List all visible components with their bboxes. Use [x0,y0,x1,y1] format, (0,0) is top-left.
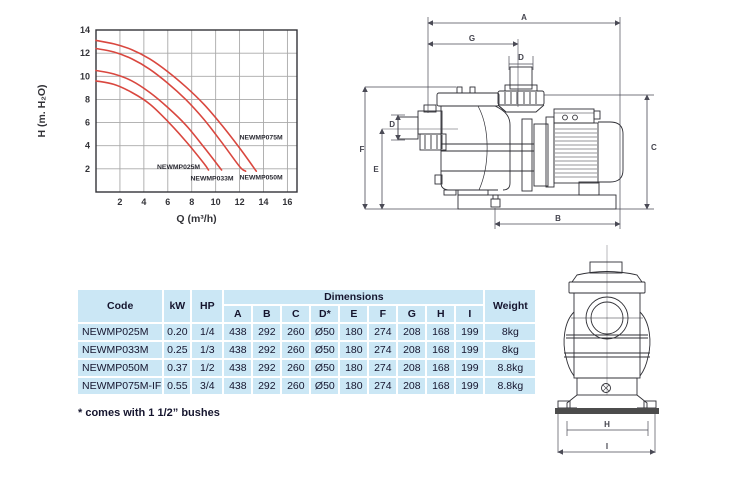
cell-pump-code: NEWMP075M-IF [78,378,162,394]
table-row [78,360,535,376]
table-cell: 1/4 [192,324,222,340]
table-cell: 199 [456,342,483,358]
col-header-dim-g: G [398,306,425,322]
curve-label: NEWMP050M [239,174,283,182]
col-header-dim-c: C [282,306,309,322]
spec-table-body [78,324,535,394]
cell-pump-code: NEWMP025M [78,324,162,340]
x-tick-label: 2 [117,197,123,207]
motor-fins [555,129,597,177]
col-header-dim-a: A [224,306,251,322]
dim-label-f: F [359,145,365,154]
x-tick-label: 14 [258,197,269,207]
table-cell: 0.25 [164,342,190,358]
table-cell: 274 [369,360,396,376]
x-tick-label: 16 [282,197,293,207]
table-cell: Ø50 [311,360,338,376]
table-cell: 8.8kg [485,378,535,394]
x-tick-label: 10 [210,197,221,207]
table-row [78,342,535,358]
table-cell: 199 [456,360,483,376]
table-cell: 208 [398,324,425,340]
spec-table [76,288,537,396]
dim-label-d-top: D [518,53,524,62]
y-tick-label: 8 [84,94,90,105]
table-cell: 274 [369,324,396,340]
y-tick-label: 12 [79,48,90,59]
front-view-dim-labels [604,420,610,451]
pump-curve-chart [30,6,335,231]
y-tick-label: 4 [84,140,90,151]
dim-label-g: G [468,34,476,43]
col-header-dim-f: F [369,306,396,322]
cell-pump-code: NEWMP033M [78,342,162,358]
table-header-row-1 [78,290,535,304]
table-row [78,324,535,340]
table-cell: 0.20 [164,324,190,340]
x-tick-label: 8 [189,197,195,207]
cell-pump-code: NEWMP050M [78,360,162,376]
table-cell: 260 [282,342,309,358]
front-view-pump-outline [555,245,659,414]
table-cell: 8kg [485,342,535,358]
curve-label: NEWMP033M [190,175,234,183]
table-cell: Ø50 [311,324,338,340]
dim-label-e: E [373,165,379,174]
col-header-dim-e: E [340,306,367,322]
col-header-dimensions: Dimensions [224,290,483,304]
table-cell: 168 [427,378,454,394]
col-header-kw: kW [164,290,190,322]
table-cell: 260 [282,324,309,340]
table-cell: 1/2 [192,360,222,376]
table-cell: 438 [224,378,251,394]
table-cell: 3/4 [192,378,222,394]
table-cell: 168 [427,324,454,340]
table-cell: 199 [456,378,483,394]
table-cell: 0.37 [164,360,190,376]
table-cell: 208 [398,378,425,394]
table-cell: 274 [369,342,396,358]
table-cell: 274 [369,378,396,394]
side-view-svg [358,3,731,235]
curve-label: NEWMP075M [239,134,283,142]
col-header-hp: HP [192,290,222,322]
dim-label-h: H [604,420,610,429]
table-cell: 180 [340,324,367,340]
x-axis-title: Q (m³/h) [176,213,217,225]
table-footnote: * comes with 1 1/2” bushes [78,407,220,419]
dim-label-a: A [521,13,527,22]
dim-label-d-left: D [389,120,395,129]
table-cell: 438 [224,342,251,358]
col-header-dim-b: B [253,306,280,322]
table-cell: 180 [340,360,367,376]
y-tick-label: 14 [79,25,90,35]
table-cell: 260 [282,378,309,394]
y-tick-label: 2 [84,163,90,174]
table-cell: 438 [224,360,251,376]
dim-label-c: C [651,143,657,152]
table-cell: Ø50 [311,342,338,358]
side-view-pump-outline [398,67,623,209]
front-view-svg [543,237,731,482]
y-tick-label: 6 [84,117,90,128]
table-cell: 199 [456,324,483,340]
table-cell: 292 [253,378,280,394]
table-cell: Ø50 [311,378,338,394]
x-tick-label: 12 [234,197,245,207]
dim-label-i: I [605,442,609,451]
pump-side-view-drawing [358,3,731,235]
table-cell: 0.55 [164,378,190,394]
table-cell: 292 [253,342,280,358]
dim-label-b: B [555,214,561,223]
x-tick-label: 6 [165,197,171,207]
table-cell: 180 [340,378,367,394]
col-header-weight: Weight [485,290,535,322]
table-cell: 292 [253,360,280,376]
table-cell: 260 [282,360,309,376]
col-header-dim-d: D* [311,306,338,322]
table-cell: 208 [398,360,425,376]
table-cell: 208 [398,342,425,358]
y-axis-title: H (m. H₂O) [36,84,48,138]
col-header-dim-h: H [427,306,454,322]
table-cell: 438 [224,324,251,340]
table-cell: 8.8kg [485,360,535,376]
table-cell: 168 [427,342,454,358]
x-tick-label: 4 [141,197,147,207]
col-header-code: Code [78,290,162,322]
col-header-dim-i: I [456,306,483,322]
curve-label: NEWMP025M [157,163,201,171]
table-cell: 1/3 [192,342,222,358]
pump-curve-chart-svg [30,6,335,231]
table-cell: 8kg [485,324,535,340]
pump-front-view-drawing [543,237,731,482]
table-row [78,378,535,394]
table-cell: 168 [427,360,454,376]
table-cell: 180 [340,342,367,358]
y-tick-label: 10 [79,71,90,82]
table-cell: 292 [253,324,280,340]
